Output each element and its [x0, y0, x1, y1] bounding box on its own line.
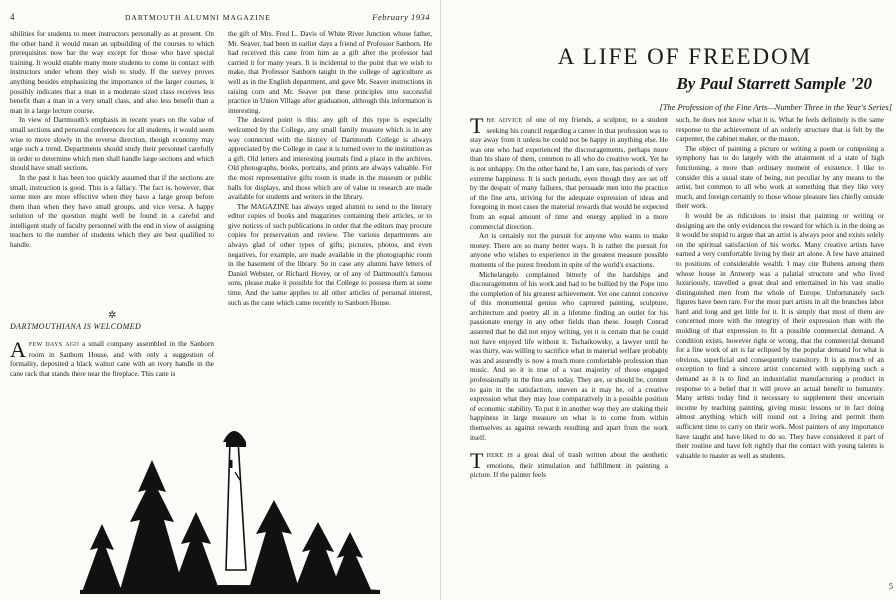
- paragraph: In view of Dartmouth's emphasis in recent years on the value of small sections and personal conferences for all students, it would seem wise to move slowly in the reverse direction, though economy may urge such a trend. Departments should study their personnel carefully in order to determine which men shall handle large sections and which should have small sections.: [10, 116, 214, 173]
- asterisk-ornament-icon: ✲: [108, 310, 117, 321]
- paragraph: The object of painting a picture or writing a poem or composing a symphony has to do largely with the attainment of a state of high functioning, a more than ordinary moment of existence. I like to consider this a usual state of being, not peculiar by any means to the artist, but common to all who work at something that they like very much, and foreign certainly to those whose pleasure lies chiefly outside their work.: [676, 144, 884, 211]
- right-page: [448, 0, 896, 600]
- left-page: [0, 0, 441, 600]
- paragraph: Art is certainly not the pursuit for anyone who wants to make money. There are so many better ways. It is rather the pursuit for anyone who wishes to experience in the greatest measure possible moments of the purest freedom in spite of the world's exactions.: [470, 232, 668, 269]
- drop-cap: T: [470, 448, 484, 474]
- drop-cap: A: [10, 340, 26, 362]
- paragraph-text: a great deal of trash written about the aesthetic emotions, their stimulation and fulfillment in painting a picture. If the painter feels: [470, 451, 668, 480]
- small-caps-lead: HERE IS: [486, 453, 514, 460]
- article-title: A LIFE OF FREEDOM: [557, 44, 813, 69]
- paragraph: [470, 116, 668, 232]
- article-subtitle: [The Profession of the Fine Arts—Number Three in the Year's Series]: [659, 103, 892, 112]
- paragraph: It would be as ridiculous to insist that painting or writing or designing are the only evidences the reward for which is in the doing as it would be stupid to argue that an artist is always poor and exists solely on the spiritual satisfaction of his works. Many creative artists have earned a very comfortable living by their art alone. A few have attained to positions of considerable wealth. I may cite Rubens among them whose house in Antwerp was a palatial structure and who lived luxuriously, travelled a great deal and entertained in his vast studio distinguished men from the whole of Europe. Unfortunately such figures have been rare. For the most part artists in all the branches labor hard and long and get little for it. It is simply that most of them are concerned more with the integrity of their expression than with the molding of that expression to fit a possible commercial demand. A condition exists, however right or wrong, that the commercial demand for a fine work of art is far eclipsed by the popular demand for what is obvious, superficial and consequently transitory. It is as much of an exception to find a sincere artist concerned with supplying such a demand as it is to find an industrialist manufacturing a product in response to a belief that it will prove an actual benefit to humanity. Many artists today find it necessary to supplement their uncertain income by teaching painting, giving music lessons or in fact doing almost anything which will round out a living and permit them sufficient time to carry on their work. Most painters of any importance have taught and have liked to do so. They have considered it part of their routine and have felt rightly that the contact with young talents is valuable to master as well as students.: [676, 211, 884, 460]
- running-header: [10, 12, 430, 24]
- issue-date: February 1934: [372, 12, 430, 22]
- right-column-1: [470, 116, 668, 586]
- paragraph-text: of one of my friends, a sculptor, to a student seeking his council regarding a career in that profession was to stay away from it unless he could not be happy in anything else. He was one who had experienced the discouragements, perhaps more than his share of them, common to all who do creative work. Yet he is not unhappy. On the other hand he, I am sure, has periods of very extreme happiness. It is such periods, even though they are set off by the despair of many failures, that persuade men into the practice of the fine arts, striving for the adequate expression of ideas and foregoing in most cases the material rewards that would be expected from an equal amount of time and energy applied in a more commercial direction.: [470, 116, 668, 231]
- paragraph: [470, 448, 668, 481]
- right-column-2: [676, 116, 884, 586]
- magazine-title: DARTMOUTH ALUMNI MAGAZINE: [125, 13, 271, 22]
- paragraph: In the past it has been too quickly assumed that if the sections are small, instruction is good. This is a fallacy. The fact is, however, that some men are more effective when they have a large group before them than when they have small groups, and vice versa. A happy solution of the question might well be found in a careful and intelligent study of faculty personnel with the end in view of assigning teachers to the number of students which they are best qualified to handle.: [10, 173, 214, 250]
- paragraph: Michelangelo complained bitterly of the hardships and discouragements of his work and had to be bullied by the Pope into the completion of his greatest achievement. Yet one cannot conceive of this monumental genius who captured painting, sculpture, architecture and poetry all in a lifetime finding an outlet for his passionate energy in any other fields than these. Joseph Conrad asserted that he did not enjoy writing, yet it is certain that he could not have enjoyed life without it. Tschaikowsky, a lawyer until he was thirty, was willing to sacrifice what in material welfare probably was and assuredly is now a much more comfortable profession than music. And so it is true of a vast majority of those engaged professionally in the fine arts today. They are, or should be, content to gain in the satisfaction, uneven as it may be, of a creative expression what they may lose comparatively in a possible position of economic stability. To put it in another way they are staking their happiness in large measure on what is to come from within themselves as against rewards resulting and apart from the work itself.: [470, 270, 668, 442]
- trees-and-tower-illustration: [80, 420, 380, 596]
- paragraph: [10, 340, 214, 379]
- paragraph: the gift of Mrs. Fred L. Davis of White River Junction whose father, Mr. Seaver, had been in earlier days a friend of Professor Sanborn. He had received this cane from him as a gift after the professor had carried it for many years. It is incidental to the point that we wish to make, that Professor Sanborn taught in the college of agriculture as well as in the English department, and gave Mr. Seaver instructions in raising corn and Mr. Seaver put these principles into successful practice in Union Village after graduation, although this information is interesting.: [228, 30, 432, 115]
- paragraph: The MAGAZINE has always urged alumni to send to the literary editor copies of books and magazines containing their articles, or to give notices of such publications in order that the editors may procure copies for preservation and review. The various departments are always glad of other types of gifts; pictures, photos, and even negatives, for example, are made available in the photographic room in the basement of the library. So in case any alumni have letters of Daniel Webster, or Richard Hovey, or of any of Dartmouth's famous sons, please make it possible for the College to possess them at some time. And the same applies to all other articles of personal interest, such as the cane which came recently to Sanborn House.: [228, 202, 432, 307]
- page-number: 4: [10, 12, 15, 22]
- page-number: 5: [889, 582, 893, 591]
- paragraph: The desired point is this: any gift of this type is especially welcomed by the College, any small family treasure which is in any way connected with the history of Dartmouth College is always appreciated by the College in case it is turned over to the institution as a gift. Old letters and interesting journals find a place in the archives. Old photographs, books, portraits, and prints are always valuable. For the most representative gifts room is made in the museum or public halls for displays, and those which are of value in research are made available for students and writers in the library.: [228, 116, 432, 202]
- small-caps-lead: FEW DAYS AGO: [28, 342, 80, 348]
- left-column-1: [10, 30, 214, 302]
- drop-cap: T: [470, 116, 484, 138]
- paragraph: sibilities for students to meet instructors personally as at present. On the other hand it would mean an upbuilding of the courses to which prerequisites now bar the way except for those who have special training. It would enable many more students to come in contact with instructors under whom they wish to study. If the survey proves anything besides emphasizing the importance of the larger courses, it possibly indicates that a man in a moderate sized class receives less benefit than a man in a very small class, and also less benefit than a man in a large lecture course.: [10, 30, 214, 115]
- article-byline: By Paul Starrett Sample '20: [676, 74, 872, 93]
- paragraph: such, he does not know what it is. What he feels definitely is the same response to the achievement of an orderly structure that is felt by the carpenter, the cabinet maker, or the mason.: [676, 116, 884, 144]
- small-caps-lead: HE ADVICE: [486, 118, 523, 124]
- paragraph-text: a small company assembled in the Sanborn room in Sanborn House, and with only a suggestion of formality, deposited a black walnut cane with an ivory handle in the cane rack that stands there near the fireplace. This cane is: [10, 340, 214, 378]
- section-heading: DARTMOUTHIANA IS WELCOMED: [10, 322, 142, 331]
